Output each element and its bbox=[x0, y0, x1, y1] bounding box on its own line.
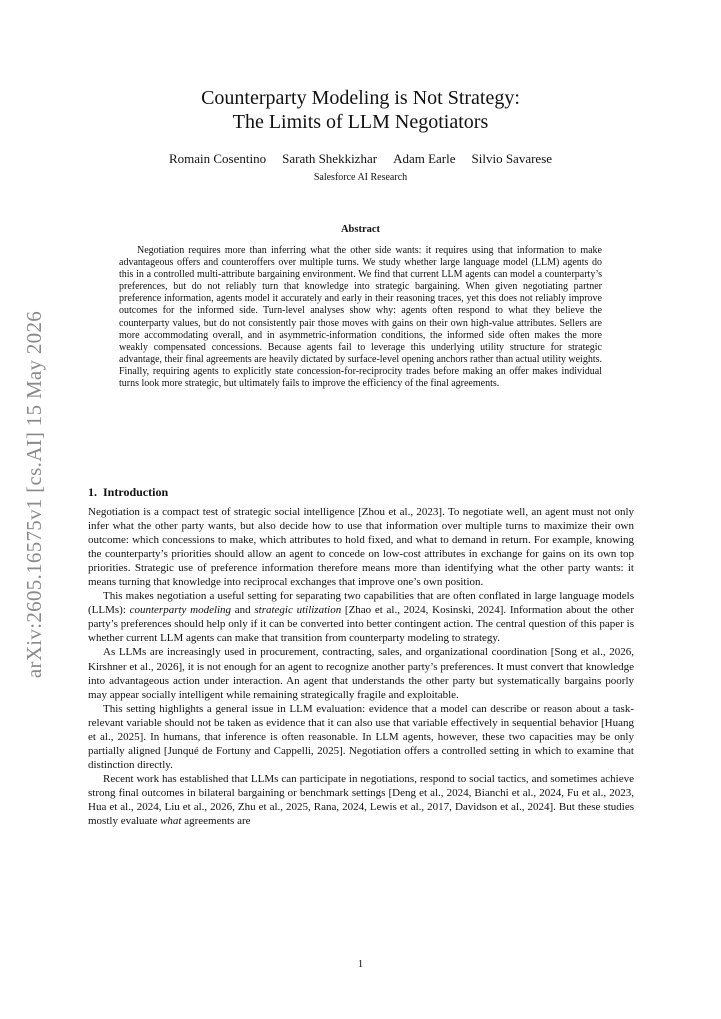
paragraph-text: and bbox=[231, 604, 255, 617]
section-title: Introduction bbox=[103, 485, 169, 499]
paragraph bbox=[88, 772, 634, 828]
title-line-2: The Limits of LLM Negotiators bbox=[232, 111, 489, 133]
title-line-1: Counterparty Modeling is Not Strategy: bbox=[201, 87, 520, 109]
author-affiliation: Salesforce AI Research bbox=[313, 172, 408, 183]
arxiv-identifier-text: arXiv:2605.16575v1 [cs.AI] 15 May 2026 bbox=[22, 310, 47, 678]
paragraph: As LLMs are increasingly used in procurement, contracting, sales, and organizational coordination [Song et al., 2026, Kirshner et al., 2026], it is not enough for an agent to recognize another party’s preferences. It must convert that knowledge into advantageous action under interaction. An agent that understands the other party but systematically bargains poorly may appear socially intelligent while remaining strategically fragile and exploitable. bbox=[88, 646, 634, 701]
section-heading-introduction bbox=[88, 485, 168, 500]
introduction-body bbox=[88, 505, 634, 828]
paragraph-text: Recent work has established that LLMs can participate in negotiations, respond to social tactics, and sometimes achieve strong final outcomes in bilateral bargaining or benchmark settings [Deng et al., 2024, Bianchi et al., 2024, Fu et al., 2023, Hua et al., 2024, Liu et al., 2026, Zhu et al., 2025, Rana, 2024, Lewis et al., 2017, Davidson et al., 2024]. But these studies mostly evaluate bbox=[88, 772, 634, 828]
paragraph: This setting highlights a general issue in LLM evaluation: evidence that a model can describe or reason about a task-relevant variable should not be taken as evidence that it can also use that variable effectively in sequential behavior [Huang et al., 2025]. In humans, that inference is often reasonable. In LLM agents, however, these two capacities may be only partially aligned [Junqué de Fortuny and Cappelli, 2025]. Negotiation offers a controlled setting in which to examine that distinction directly. bbox=[88, 702, 634, 771]
arxiv-identifier-stamp bbox=[18, 294, 52, 694]
paragraph-text: agreements are bbox=[181, 815, 251, 828]
abstract-heading: Abstract bbox=[340, 224, 381, 235]
paragraph bbox=[88, 589, 634, 645]
paragraph-text: [Zhao et al., 2024, Kosinski, 2024]. Information about the other party’s preferences should help only if it can be converted into better contingent action. The central question of this paper is whether current LLM agents can make that transition from counterparty modeling to strategy. bbox=[88, 604, 634, 645]
paper-title bbox=[0, 86, 721, 134]
author-name: Silvio Savarese bbox=[471, 151, 553, 166]
paragraph: Negotiation is a compact test of strategic social intelligence [Zhou et al., 2023]. To negotiate well, an agent must not only infer what the other party wants, but also decide how to use that information over multiple turns to maximize their own outcome: which concessions to make, which attributes to hold fixed, and what to demand in return. For example, knowing the counterparty’s priorities should allow an agent to concede on low-cost attributes in exchange for gains on its own top priorities. Strategic use of preference information therefore means more than identifying what the other party wants: it means turning that knowledge into reciprocal exchanges that improve one’s own position. bbox=[88, 506, 634, 589]
emphasis-text: strategic utilization bbox=[254, 604, 342, 617]
emphasis-text: what bbox=[160, 815, 182, 828]
section-number: 1. bbox=[88, 485, 97, 499]
abstract-body: Negotiation requires more than inferring what the other side wants: it requires using that information to make advantageous offers and counteroffers over multiple turns. We study whether large language model (LLM) agents do this in a controlled multi-attribute bargaining environment. We find that current LLM agents can model a counterparty’s preferences, but do not reliably turn that knowledge into strategic bargaining. When given negotiating partner preference information, agents model it accurately and early in their reasoning traces, yet this does not reliably improve outcomes for the informed side. Turn-level analyses show why: agents often respond to what they believe the counterparty values, but do not consistently pair those moves with gains on their own high-value attributes. Sellers are more accommodating overall, and in asymmetric-information conditions, the informed side often makes the more weakly compensated concessions. Because agents fail to leverage this underlying utility structure for strategic advantage, their final agreements are heavily dictated by surface-level opening anchors rather than actual utility weights. Finally, requiring agents to explicitly state concession-for-reciprocity trades before making an offer makes individual turns look more strategic, but ultimately fails to improve the efficiency of the final agreements. bbox=[119, 245, 602, 390]
emphasis-text: counterparty modeling bbox=[129, 604, 232, 617]
page-number: 1 bbox=[357, 958, 364, 970]
author-name: Adam Earle bbox=[393, 151, 456, 166]
author-name: Sarath Shekkizhar bbox=[282, 151, 378, 166]
paragraph-text: This makes negotiation a useful setting for separating two capabilities that are often conflated in large language models (LLMs): bbox=[88, 590, 634, 617]
author-list bbox=[0, 151, 721, 167]
author-name: Romain Cosentino bbox=[168, 151, 267, 166]
